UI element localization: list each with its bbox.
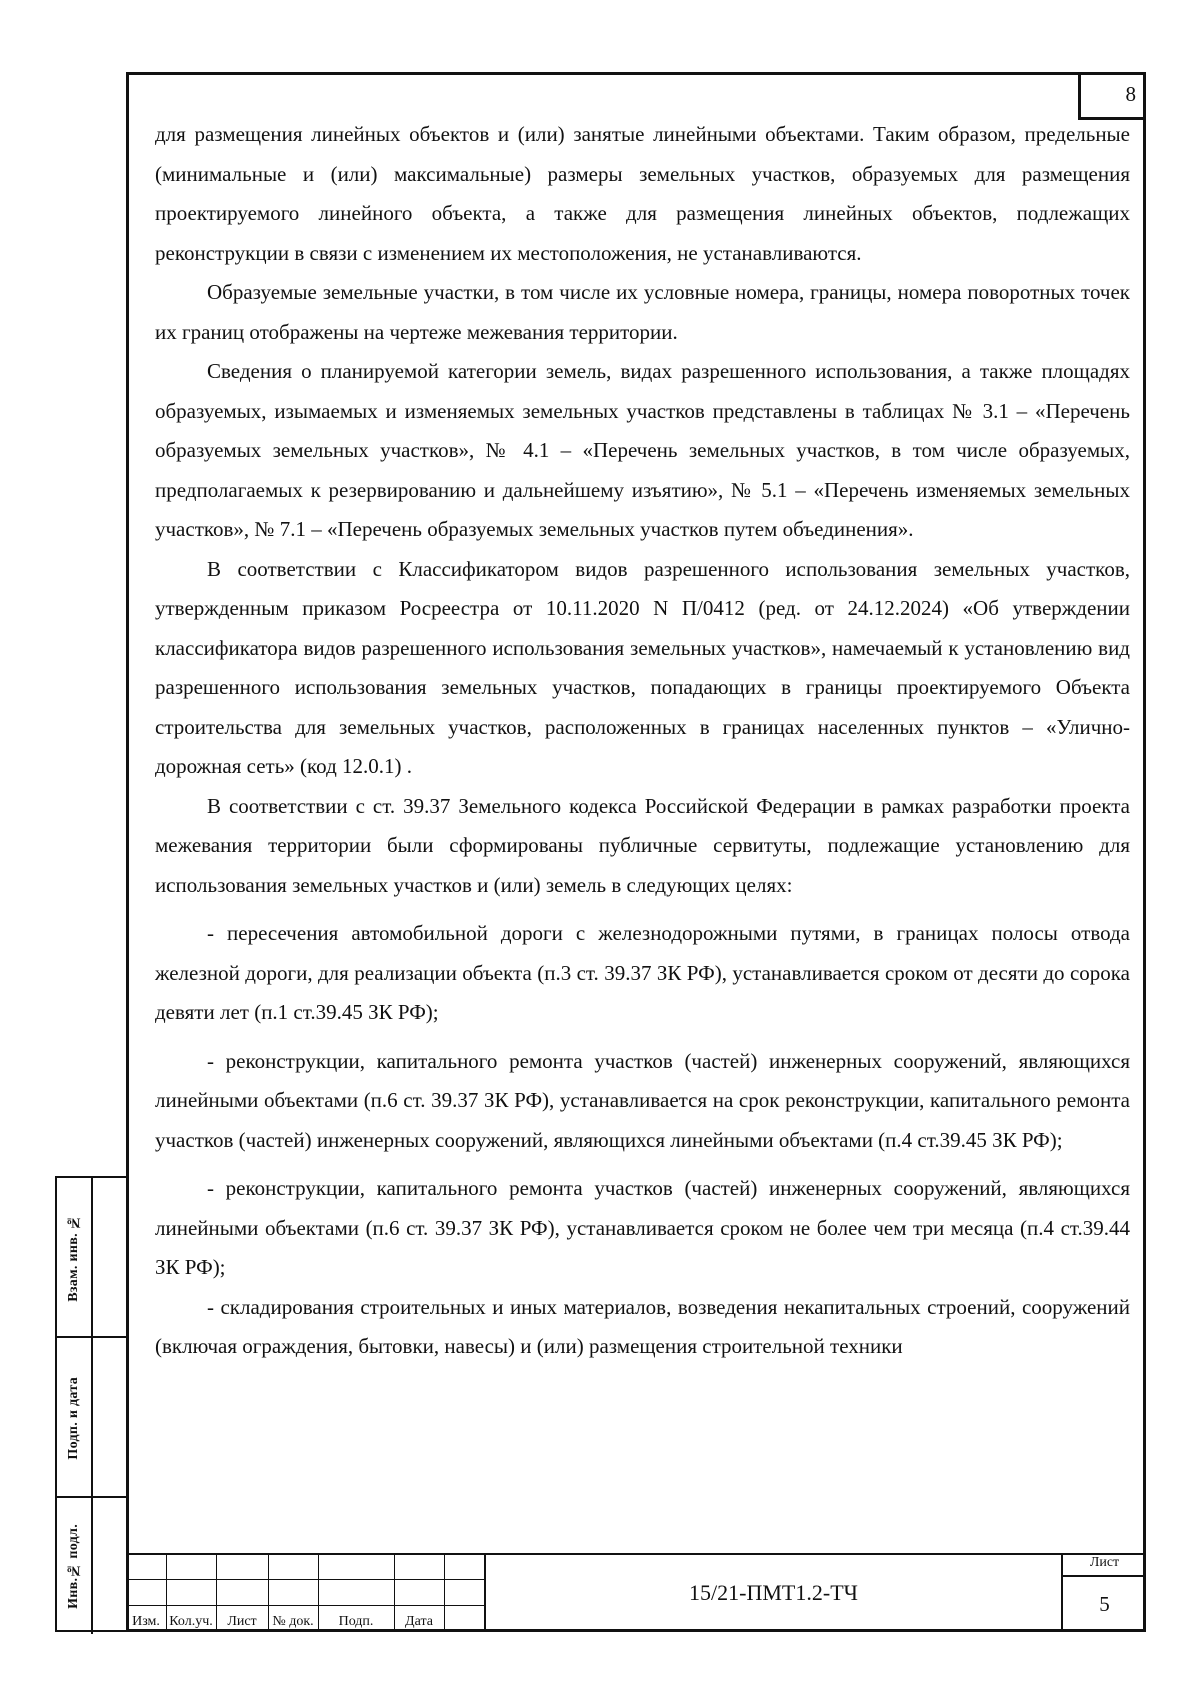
paragraph: Сведения о планируемой категории земель, видах разрешенного использования, а также площадях образуемых, изымаемых и изменяемых земельных участков представлены в таблицах № 3.1 – «Перечень образуемых земельных участков», № 4.1 – «Перечень земельных участков, в том числе образуемых, предполагаемых к резервированию и дальнейшему изъятию», № 5.1 – «Перечень изменяемых земельных участков», № 7.1 – «Перечень образуемых земельных участков путем объединения». [155, 359, 1130, 541]
paragraph: - пересечения автомобильной дороги с железнодорожными путями, в границах полосы отвода железной дороги, для реализации объекта (п.3 ст. 39.37 ЗК РФ), устанавливается сроком от десяти до сорока девяти лет (п.1 ст.39.45 ЗК РФ); [155, 921, 1130, 1024]
col-izm: Изм. [132, 1614, 160, 1629]
vzam-inv-label: Взам. инв. № [66, 1214, 81, 1302]
col-n-dok: № док. [272, 1614, 314, 1629]
paragraph: В соответствии с ст. 39.37 Земельного кодекса Российской Федерации в рамках разработки проекта межевания территории были сформированы публичные сервитуты, подлежащие установлению для использования земельных участков и (или) земель в следующих целях: [155, 793, 1130, 897]
inv-podl-label: Инв.№ подл. [66, 1523, 81, 1609]
paragraph: для размещения линейных объектов и (или) занятые линейными объектами. Таким образом, предельные (минимальные и (или) максимальные) размеры земельных участков, образуемых для размещения проектируемого линейного объекта, а также для размещения линейных объектов, подлежащих реконструкции в связи с изменением их местоположения, не устанавливаются. [155, 122, 1130, 265]
side-stamp [55, 1176, 127, 1632]
col-data: Дата [405, 1614, 433, 1629]
col-list: Лист [227, 1614, 257, 1629]
title-block [126, 1553, 1146, 1632]
sheet-label: Лист [1089, 1555, 1120, 1570]
paragraph: Образуемые земельные участки, в том числе их условные номера, границы, номера поворотных точек их границ отображены на чертеже межевания территории. [155, 280, 1130, 344]
paragraph: В соответствии с Классификатором видов разрешенного использования земельных участков, утвержденным приказом Росреестра от 10.11.2020 N П/0412 (ред. от 24.12.2024) «Об утверждении классификатора видов разрешенного использования земельных участков», намечаемый к установлению вид разрешенного использования земельных участков, попадающих в границы проектируемого Объекта строительства для земельных участков, расположенных в границах населенных пунктов – «Улично-дорожная сеть» (код 12.0.1) . [155, 556, 1130, 778]
page-number: 8 [1078, 72, 1146, 120]
podp-data-label: Подп. и дата [66, 1376, 81, 1460]
col-kol-uch: Кол.уч. [169, 1614, 213, 1629]
col-podp: Подп. [338, 1614, 374, 1629]
document-code: 15/21-ПМТ1.2-ТЧ [689, 1579, 858, 1605]
paragraph: - складирования строительных и иных материалов, возведения некапитальных строений, сооружений (включая ограждения, бытовки, навесы) и (или) размещения строительной техники [155, 1294, 1130, 1358]
document-body [155, 115, 1130, 1367]
sheet-number: 5 [1099, 1592, 1110, 1616]
paragraph: - реконструкции, капитального ремонта участков (частей) инженерных сооружений, являющихся линейными объектами (п.6 ст. 39.37 ЗК РФ), устанавливается сроком не более чем три месяца (п.4 ст.39.44 ЗК РФ); [155, 1176, 1130, 1279]
paragraph: - реконструкции, капитального ремонта участков (частей) инженерных сооружений, являющихся линейными объектами (п.6 ст. 39.37 ЗК РФ), устанавливается на срок реконструкции, капитального ремонта участков (частей) инженерных сооружений, являющихся линейными объектами (п.4 ст.39.45 ЗК РФ); [155, 1048, 1130, 1152]
